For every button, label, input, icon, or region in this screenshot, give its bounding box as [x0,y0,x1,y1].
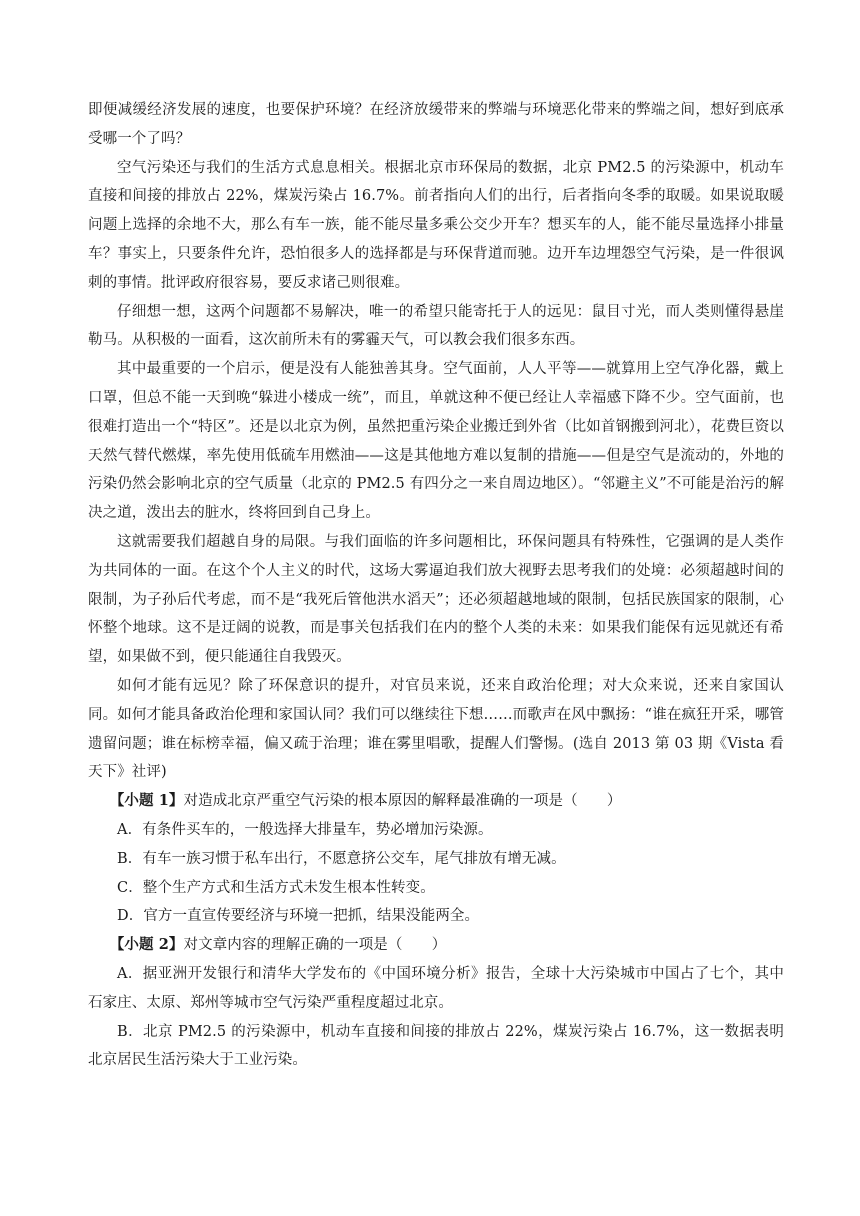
question-2-option-a: A．据亚洲开发银行和清华大学发布的《中国环境分析》报告，全球十大污染城市中国占了七个，其中石家庄、太原、郑州等城市空气污染严重程度超过北京。 [88,965,784,1011]
question-1-option-b: B．有车一族习惯于私车出行，不愿意挤公交车，尾气排放有增无减。 [117,850,566,867]
question-1-option-a: A．有条件买车的，一般选择大排量车，势必增加污染源。 [117,821,493,838]
question-1-option-c: C．整个生产方式和生活方式未发生根本性转变。 [117,879,435,896]
paragraph-3: 仔细想一想，这两个问题都不易解决，唯一的希望只能寄托于人的远见：鼠目寸光，而人类则懂得悬崖勒马。从积极的一面看，这次前所未有的雾霾天气，可以教会我们很多东西。 [88,303,784,349]
question-1-option-d: D．官方一直宣传要经济与环境一把抓，结果没能两全。 [117,908,480,925]
question-2-option-b: B．北京 PM2.5 的污染源中，机动车直接和间接的排放占 22%，煤炭污染占 16.7%，这一数据表明北京居民生活污染大于工业污染。 [88,1023,784,1069]
question-1 [88,787,784,931]
paragraph-6: 如何才能有远见？除了环保意识的提升，对官员来说，还来自政治伦理；对大众来说，还来自家国认同。如何才能具备政治伦理和家国认同？我们可以继续往下想……而歌声在风中飘扬：“谁在疯狂开采，哪管遗留问题；谁在标榜幸福，偏又疏于治理；谁在雾里唱歌，提醒人们警惕。(选自 2013 第 03 期《Vista 看天下》社评) [88,677,784,781]
question-2-stem: 对文章内容的理解正确的一项是（ ） [183,937,447,954]
question-2-mark: 【小题 2】 [109,936,184,954]
paragraph-1: 即便减缓经济发展的速度，也要保护环境？在经济放缓带来的弊端与环境恶化带来的弊端之间，想好到底承受哪一个了吗？ [88,102,784,147]
question-1-title [88,787,784,816]
question-2 [88,931,784,1075]
question-1-mark: 【小题 1】 [109,792,184,810]
paragraph-4: 其中最重要的一个启示，便是没有人能独善其身。空气面前，人人平等——就算用上空气净化器，戴上口罩，但总不能一天到晚“躲进小楼成一统”，而且，单就这种不便已经让人幸福感下降不少。空气面前，也很难打造出一个“特区”。还是以北京为例，虽然把重污染企业搬迁到外省（比如首钢搬到河北），花费巨资以天然气替代燃煤，率先使用低硫车用燃油——这是其他地方难以复制的措施——但是空气是流动的，外地的污染仍然会影响北京的空气质量（北京的 PM2.5 有四分之一来自周边地区）。“邻避主义”不可能是治污的解决之道，泼出去的脏水，终将回到自己身上。 [88,361,784,522]
paragraph-5: 这就需要我们超越自身的局限。与我们面临的许多问题相比，环保问题具有特殊性，它强调的是人类作为共同体的一面。在这个个人主义的时代，这场大雾逼迫我们放大视野去思考我们的处境：必须超越时间的限制，为子孙后代考虑，而不是“我死后管他洪水滔天”；还必须超越地域的限制，包括民族国家的限制，心怀整个地球。这不是迂阔的说教，而是事关包括我们在内的整个人类的未来：如果我们能保有远见就还有希望，如果做不到，便只能通往自我毁灭。 [88,533,784,666]
question-2-title [88,931,784,960]
article-body [88,96,784,787]
paragraph-2: 空气污染还与我们的生活方式息息相关。根据北京市环保局的数据，北京 PM2.5 的污染源中，机动车直接和间接的排放占 22%，煤炭污染占 16.7%。前者指向人们的出行，后者指向冬季的取暖。如果说取暖问题上选择的余地不大，那么有车一族，能不能尽量多乘公交少开车？想买车的人，能不能尽量选择小排量车？事实上，只要条件允许，恐怕很多人的选择都是与环保背道而驰。边开车边埋怨空气污染，是一件很讽刺的事情。批评政府很容易，要反求诸己则很难。 [88,159,784,291]
question-1-stem: 对造成北京严重空气污染的根本原因的解释最准确的一项是（ ） [183,793,622,810]
